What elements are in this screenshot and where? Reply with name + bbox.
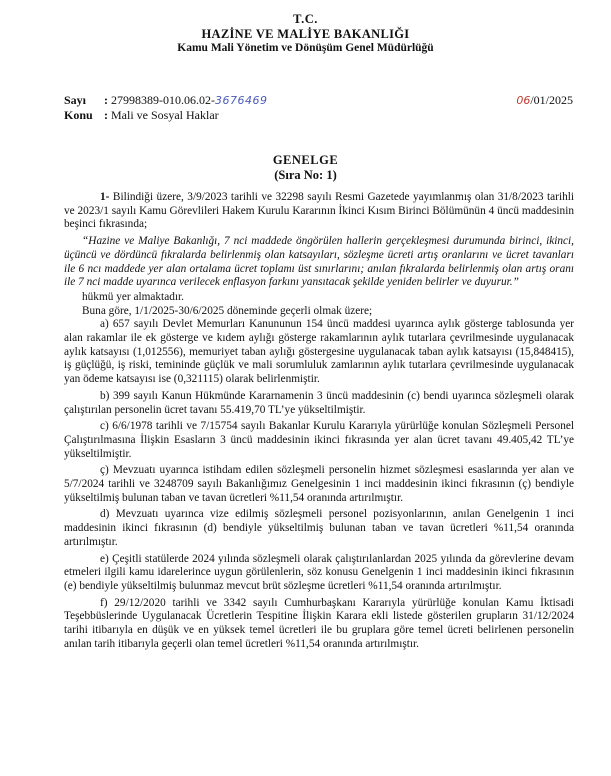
sayi-value: 27998389-010.06.02- xyxy=(111,93,215,107)
item-cc: ç) Mevzuatı uyarınca istihdam edilen sözleşmeli personelin hizmet sözleşmesi esaslarında yer alan ve 5/7/2024 tarihli ve 3248709 sayılı Bakanlığımız Genelgesinin 1 inci maddesinin ikinci fıkrasının (ç) bendiyle yükseltilmiş bulunan taban ve tavan ücretleri %11,54 oranında artırılmıştır. xyxy=(64,464,574,504)
item-c: c) 6/6/1978 tarihli ve 7/15754 sayılı Bakanlar Kurulu Kararıyla yürürlüğe konulan Sözleşmeli Personel Çalıştırılmasına İlişkin Esasların 3 üncü maddesinin ikinci fıkrasında yer alan ücret tavanı 49.405,42 TL’ye yükseltilmiştir. xyxy=(64,420,574,460)
konu-line: Konu : Mali ve Sosyal Haklar xyxy=(64,108,219,122)
item-f: f) 29/12/2020 tarihli ve 3342 sayılı Cumhurbaşkanı Kararıyla yürürlüğe konulan Kamu İktisadi Teşebbüslerinde Uygulanacak Ücretlerin Tespitine İlişkin Karara ekli listede gösterilen grupların 31/12/2024 tarihi itibarıyla en düşük ve en yüksek temel ücretleri ile bu gruplara göre temel ücreti belirlenen personelin anılan tarih itibarıyla geçerli olan temel ücretleri %11,54 oranında artırılmıştır. xyxy=(64,596,574,650)
date-handwritten-day: 06 xyxy=(516,94,531,107)
sayi-line: Sayı : 27998389-010.06.02-3676469 xyxy=(64,93,268,107)
paragraph-1-text: Bilindiği üzere, 3/9/2023 tarihli ve 32298 sayılı Resmi Gazetede yayımlanmış olan 31/8/2023 tarihli ve 2023/1 sayılı Kamu Görevlileri Hakem Kurulu Kararının İkinci Kısım Birinci Bölümünün 4 üncü maddesinin beşinci fıkrasında; xyxy=(64,191,575,231)
sayi-handwritten-number: 3676469 xyxy=(215,94,268,107)
header-ministry: HAZİNE VE MALİYE BAKANLIĞI xyxy=(201,27,410,41)
konu-value: Mali ve Sosyal Haklar xyxy=(111,108,219,122)
document-sequence: (Sıra No: 1) xyxy=(274,168,337,182)
paragraph-buna-gore: Buna göre, 1/1/2025-30/6/2025 döneminde geçerli olmak üzere; xyxy=(82,304,373,317)
paragraph-1 xyxy=(64,191,574,232)
konu-label: Konu xyxy=(64,108,93,122)
document-body xyxy=(64,191,574,655)
item-d: d) Mevzuatı uyarınca vize edilmiş sözleşmeli personel pozisyonlarının, anılan Genelgenin 1 inci maddesinin ikinci fıkrasının (d) bendiyle yükseltilmiş bulunan taban ve tavan ücretleri %11,54 oranında artırılmıştır. xyxy=(64,508,574,548)
paragraph-1-number: 1- xyxy=(100,191,110,203)
header-tc: T.C. xyxy=(293,12,318,26)
document-title: GENELGE xyxy=(272,153,339,167)
document-date xyxy=(516,93,573,108)
header-directorate: Kamu Mali Yönetim ve Dönüşüm Genel Müdürlüğü xyxy=(177,42,434,54)
paragraph-hukmu: hükmü yer almaktadır. xyxy=(82,290,184,303)
item-e: e) Çeşitli statülerde 2024 yılında sözleşmeli olarak çalıştırılanlardan 2025 yılında da görevlerine devam etmeleri ilgili kamu idarelerince uygun görülenlerin, söz konusu Genelgenin 1 inci maddesinin ikinci fıkrasının (e) bendiyle yükseltilmiş bulunmaz mevcut brüt sözleşme ücretleri %11,54 oranında artırılmıştır. xyxy=(64,552,574,592)
item-b: b) 399 sayılı Kanun Hükmünde Kararnamenin 3 üncü maddesinin (c) bendi uyarınca sözleşmeli olarak çalıştırılan personelin ücret tavanı 55.419,70 TL’ye yükseltilmiştir. xyxy=(64,389,574,416)
item-a: a) 657 sayılı Devlet Memurları Kanununun 154 üncü maddesi uyarınca aylık gösterge tablosunda yer alan rakamlar ile ek gösterge ve kıdem aylığı gösterge rakamlarının aylık tutarlara çevrilmesinde uygulanacak aylık katsayısı (1,012556), memuriyet taban aylığı göstergesine uygulanacak taban aylık katsayısı (15,848415), iş güçlüğü, iş riski, temininde güçlük ve mali sorumluluk zamlarının aylık tutarlara çevrilmesinde uygulanacak yan ödeme katsayısı ise (0,321115) olarak belirlenmiştir. xyxy=(64,318,574,386)
quoted-provision: “Hazine ve Maliye Bakanlığı, 7 nci maddede öngörülen hallerin gerçekleşmesi durumunda birinci, ikinci, üçüncü ve dördüncü fıkralarda belirlenmiş olan katsayıları, sözleşme ücreti artış oranlarını ve ücret tavanları ile 6 ncı maddede yer alan ortalama ücret toplamı üst sınırlarını; anılan fıkralarda belirlenmiş olan artış oranı ile 7 nci madde uyarınca verilecek enflasyon farkını yansıtacak şekilde yeniden belirler ve duyurur.” xyxy=(64,235,574,289)
sayi-label: Sayı xyxy=(64,93,87,107)
date-rest: /01/2025 xyxy=(530,93,573,107)
